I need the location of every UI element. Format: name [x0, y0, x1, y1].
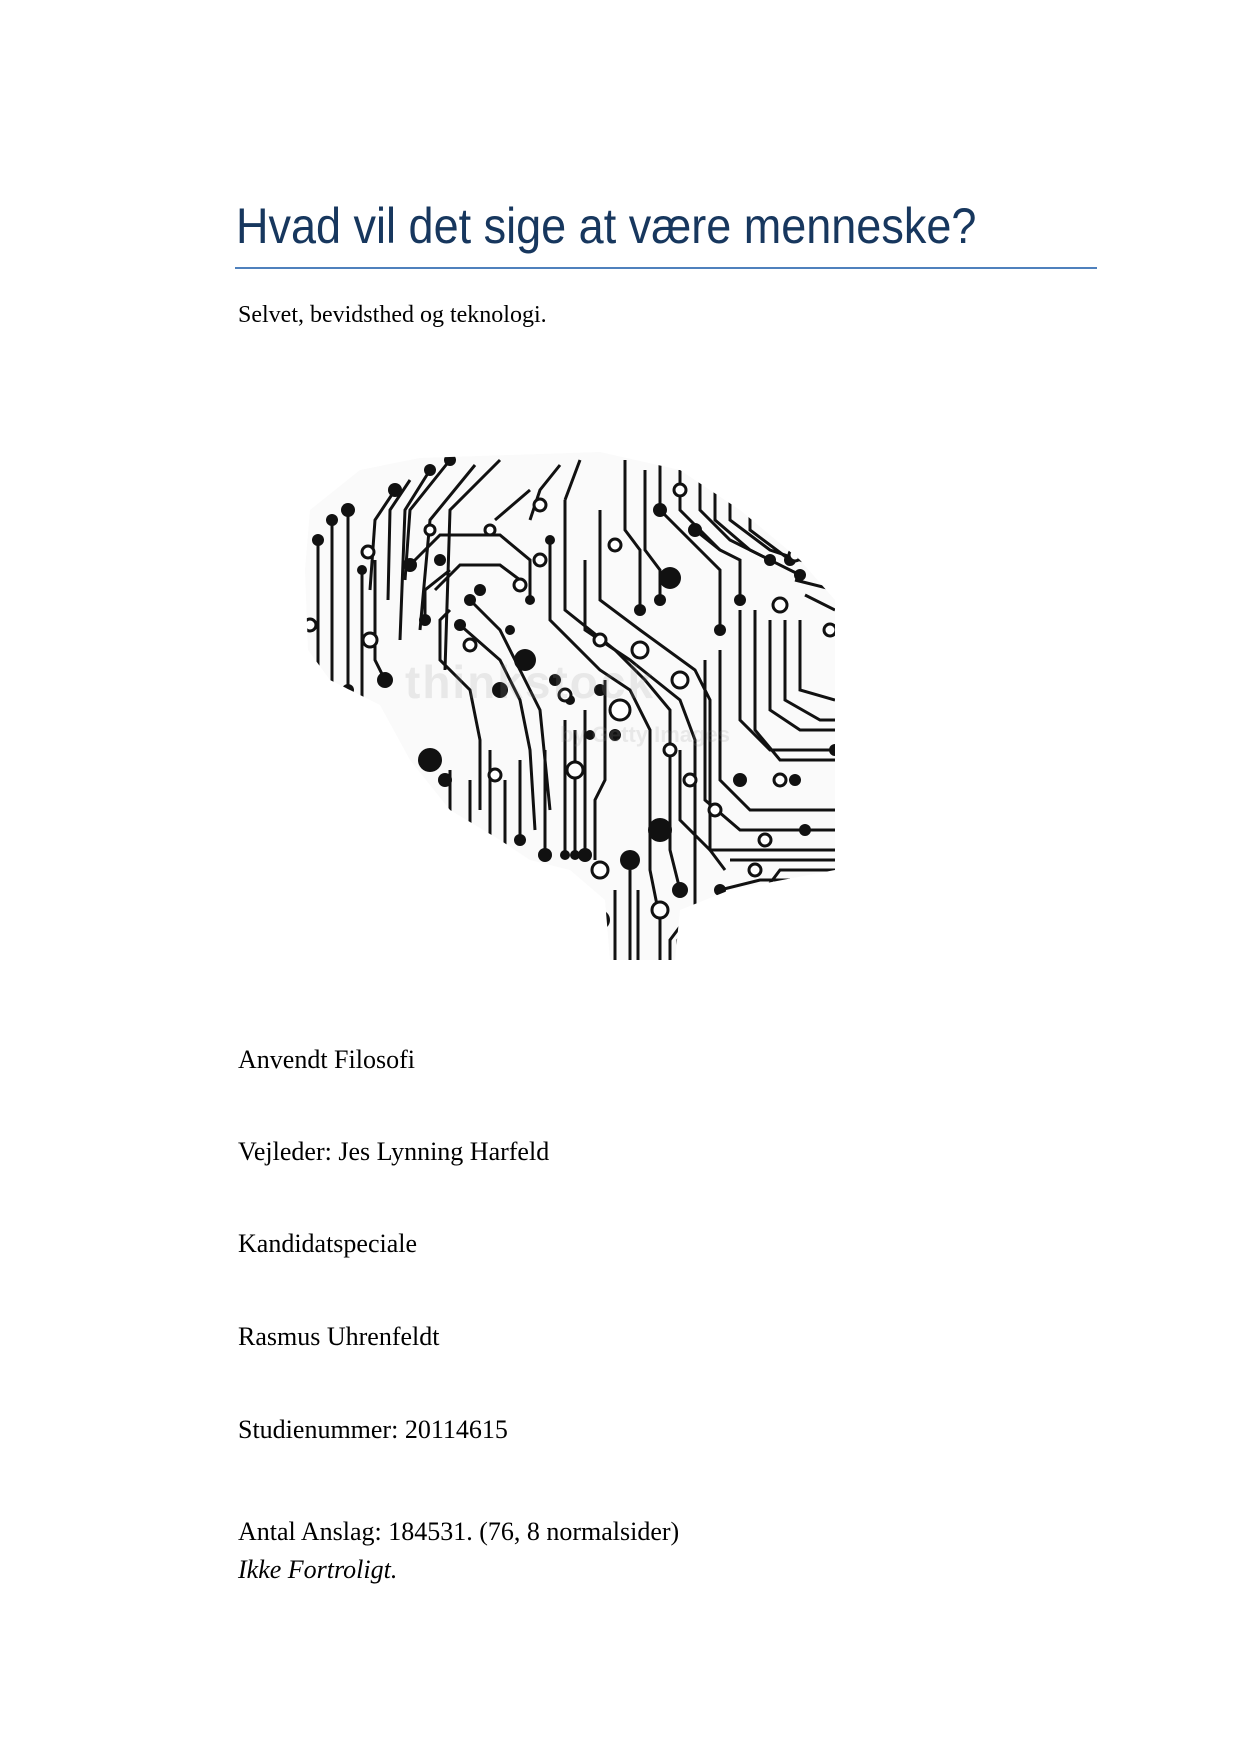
- image-watermark-sub: by Getty Images: [560, 722, 730, 747]
- confidentiality-note: Ikke Fortroligt.: [238, 1555, 398, 1584]
- field-of-study: Anvendt Filosofi: [238, 1045, 415, 1074]
- document-title: Hvad vil det sige at være menneske?: [236, 198, 977, 254]
- character-count: Antal Anslag: 184531. (76, 8 normalsider): [238, 1517, 680, 1546]
- image-watermark: thinkstock: [405, 656, 656, 708]
- title-underline: [235, 267, 1097, 269]
- supervisor: Vejleder: Jes Lynning Harfeld: [238, 1137, 550, 1166]
- author-name: Rasmus Uhrenfeldt: [238, 1322, 440, 1351]
- student-number: Studienummer: 20114615: [238, 1415, 508, 1444]
- document-subtitle: Selvet, bevidsthed og teknologi.: [238, 302, 547, 328]
- thesis-type: Kandidatspeciale: [238, 1229, 418, 1258]
